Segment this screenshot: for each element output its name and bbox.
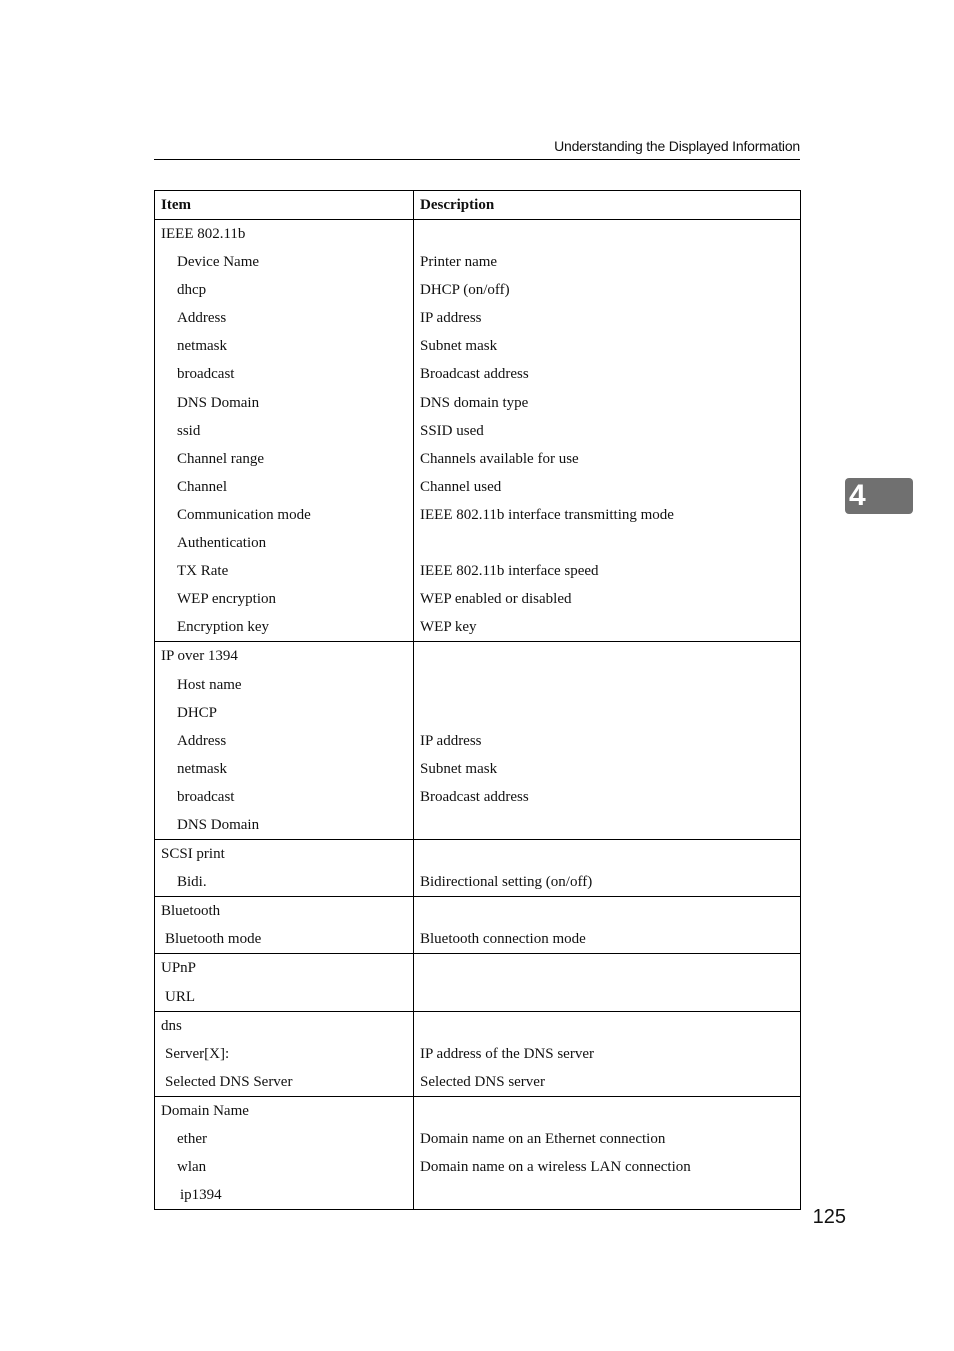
description-text: IEEE 802.11b interface transmitting mode xyxy=(420,506,674,523)
item-cell xyxy=(155,1096,414,1209)
item-cell xyxy=(155,642,414,840)
item-label: Selected DNS Server xyxy=(165,1073,293,1090)
item-label: DHCP xyxy=(177,704,218,721)
item-label: ssid xyxy=(177,422,201,439)
item-label: Bidi. xyxy=(177,874,207,891)
column-header-description: Description xyxy=(414,191,801,220)
settings-table xyxy=(154,190,801,1210)
chapter-number: 4 xyxy=(849,479,866,512)
description-text: Broadcast address xyxy=(420,366,529,383)
description-text: Selected DNS server xyxy=(420,1073,545,1090)
description-text xyxy=(414,671,800,699)
description-text xyxy=(414,699,800,727)
description-spacer xyxy=(414,642,800,670)
description-text xyxy=(414,1181,800,1209)
description-text xyxy=(414,811,800,839)
table-group-ip-over-1394 xyxy=(155,642,801,840)
description-text: Channel used xyxy=(420,478,502,495)
item-label: URL xyxy=(165,988,195,1005)
description-spacer xyxy=(414,840,800,868)
description-cell xyxy=(414,1011,801,1096)
item-label: DNS Domain xyxy=(177,394,260,411)
description-spacer xyxy=(414,954,800,982)
item-label: ether xyxy=(177,1131,207,1147)
group-title: IP over 1394 xyxy=(161,648,238,665)
item-label: WEP encryption xyxy=(177,591,277,608)
item-cell xyxy=(155,220,414,642)
description-spacer xyxy=(414,1012,800,1040)
item-label: netmask xyxy=(177,760,227,777)
item-label: TX Rate xyxy=(177,563,229,580)
description-cell xyxy=(414,840,801,897)
chapter-tab xyxy=(845,478,913,514)
description-text: SSID used xyxy=(420,422,484,439)
description-text: WEP key xyxy=(420,619,477,636)
description-text: WEP enabled or disabled xyxy=(420,591,572,608)
item-label: ip1394 xyxy=(180,1187,222,1204)
item-label: Channel range xyxy=(177,450,265,467)
item-cell xyxy=(155,954,414,1011)
description-text: Bidirectional setting (on/off) xyxy=(420,874,593,891)
description-text: Subnet mask xyxy=(420,760,498,777)
description-text xyxy=(414,983,800,1011)
item-label: Encryption key xyxy=(177,619,270,636)
item-cell xyxy=(155,840,414,897)
column-header-item: Item xyxy=(155,191,414,220)
item-cell xyxy=(155,897,414,954)
description-cell xyxy=(414,1096,801,1209)
description-text: Broadcast address xyxy=(420,788,529,805)
page-number: 125 xyxy=(812,1206,846,1228)
description-text: IP address xyxy=(420,732,482,749)
item-label: Host name xyxy=(177,676,242,693)
group-title: SCSI print xyxy=(161,846,225,863)
description-text: Printer name xyxy=(420,254,498,271)
description-cell xyxy=(414,642,801,840)
header-rule xyxy=(154,159,800,160)
item-label: broadcast xyxy=(177,788,235,805)
description-spacer xyxy=(414,220,800,248)
group-title: UPnP xyxy=(161,960,197,977)
description-spacer xyxy=(414,1097,800,1125)
description-text: Domain name on an Ethernet connection xyxy=(420,1131,666,1147)
item-label: dhcp xyxy=(177,282,207,299)
description-spacer xyxy=(414,897,800,925)
table-group-bluetooth xyxy=(155,897,801,954)
running-header-title: Understanding the Displayed Information xyxy=(554,138,800,154)
item-label: Device Name xyxy=(177,254,260,271)
table-header-row xyxy=(155,191,801,220)
group-title: Bluetooth xyxy=(161,903,221,920)
item-label: Channel xyxy=(177,478,227,495)
item-label: Bluetooth mode xyxy=(165,931,262,948)
item-cell xyxy=(155,1011,414,1096)
item-label: Address xyxy=(177,732,227,749)
group-title: IEEE 802.11b xyxy=(161,226,246,242)
item-label: Address xyxy=(177,310,227,327)
item-label: Communication mode xyxy=(177,506,311,523)
description-text: DHCP (on/off) xyxy=(420,282,510,299)
description-text: IP address xyxy=(420,310,482,327)
group-title: Domain Name xyxy=(161,1102,249,1119)
description-text: DNS domain type xyxy=(420,394,529,411)
description-text: IEEE 802.11b interface speed xyxy=(420,563,599,580)
description-text: Domain name on a wireless LAN connection xyxy=(420,1159,691,1176)
item-label: DNS Domain xyxy=(177,816,260,833)
item-label: wlan xyxy=(177,1159,207,1176)
description-cell xyxy=(414,220,801,642)
table-group-ieee80211b xyxy=(155,220,801,642)
item-label: broadcast xyxy=(177,366,235,383)
table-group-scsi-print xyxy=(155,840,801,897)
description-text: IP address of the DNS server xyxy=(420,1045,594,1062)
description-text: Channels available for use xyxy=(420,450,579,467)
description-text: Subnet mask xyxy=(420,338,498,355)
description-text: Bluetooth connection mode xyxy=(420,931,586,948)
table-group-dns xyxy=(155,1011,801,1096)
item-label: netmask xyxy=(177,338,227,355)
item-label: Server[X]: xyxy=(165,1045,230,1062)
description-cell xyxy=(414,897,801,954)
description-cell xyxy=(414,954,801,1011)
table-group-upnp xyxy=(155,954,801,1011)
item-label: Authentication xyxy=(177,535,267,552)
table-group-domain-name xyxy=(155,1096,801,1209)
group-title: dns xyxy=(161,1017,182,1034)
description-text xyxy=(414,529,800,557)
